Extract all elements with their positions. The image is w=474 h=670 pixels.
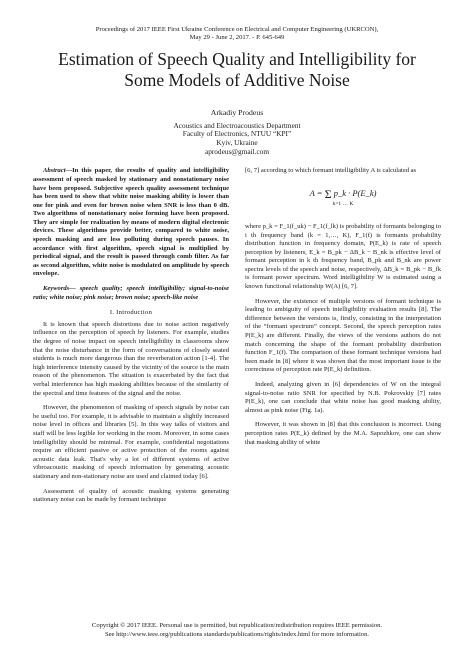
author-dept: Acoustics and Electroacoustics Department bbox=[173, 120, 301, 130]
intro-paragraph-2: However, the phenomenon of masking of speech signals by noise can be useful too. For example, it is advisable to maintain a slightly increased noise level in offices and libraries [5]. In this way talks of visitors and staff will be less legible for working in the room. Moreover, in some cases intelligibility should be minimal. For example, confidential negotiations require an efficient passive or active protection of the rooms against acoustic data leak. That's why a lot of different systems of active vibroacoustic masking of speech information by generating acoustic stationary and non-stationary noise are used and claimed today [6]. bbox=[33, 404, 229, 480]
keywords bbox=[33, 285, 229, 302]
author-faculty: Faculty of Electronics, NTUU “KPI” bbox=[182, 129, 292, 139]
right-column bbox=[245, 167, 441, 510]
author-city: Kyiv, Ukraine bbox=[216, 137, 258, 147]
formula-sum-symbol: Σ bbox=[324, 186, 332, 201]
keywords-lead: Keywords— bbox=[43, 285, 76, 293]
copyright-footer bbox=[0, 622, 474, 639]
proceedings-line-2: May 29 - June 2, 2017. - P. 645-649 bbox=[189, 34, 285, 42]
proceedings-header bbox=[33, 0, 441, 43]
formula-limits: k=1 … K bbox=[332, 200, 354, 207]
footer-line-2: See http://www.ieee.org/publications standards/publications/rights/index.html for more information. bbox=[104, 630, 370, 638]
right-paragraph-5: However, it was shown in [8] that this conclusion is incorrect. Using perception rates P(E_k) defined by the M.A. Sapozhkov, one can show that masking ability of white bbox=[245, 421, 441, 446]
proceedings-line-1: Proceedings of 2017 IEEE First Ukraine Conference on Electrical and Computer Engineering (UKRCON), bbox=[95, 26, 379, 33]
formula-intelligibility bbox=[245, 188, 441, 209]
intro-paragraph-3: Assessment of quality of acoustic masking systems generating stationary noise can be made by formant technique bbox=[33, 487, 229, 504]
title-line-2: Some Models of Additive Noise bbox=[124, 69, 350, 90]
footer-line-1: Copyright © 2017 IEEE. Personal use is permitted, but republication/redistribution requires IEEE permission. bbox=[91, 622, 383, 629]
right-paragraph-2: where p_k = F_1(f_uk) − F_1(f_lk) is probability of formants belonging to i th frequency band (k = 1,…, K), F_1(f) is formants probability distribution function in frequency domain, P(E_k) is rate of speech perception by listeners, E_k = B_pk − ΔB_k − B_nk is effective level of formant perception in k th frequency band, B_pk and B_nk are power spectra levels of the speech and noise, respectively, ΔB_k = B_pk − B_fk is formant power spectrum. Word intelligibility W is estimated using a known functional relationship W(A) [6, 7]. bbox=[245, 222, 441, 291]
keywords-body: speech quality; speech intelligibility; signal-to-noise ratio; white noise; pink noise; brown noise; speech-like noise bbox=[33, 285, 229, 301]
right-paragraph-1: [6, 7] according to which formant intelligibility A is calculated as bbox=[245, 167, 417, 175]
two-column-body bbox=[33, 167, 441, 510]
author-name: Arkadiy Prodeus bbox=[210, 107, 264, 117]
author-block bbox=[33, 109, 441, 157]
left-column bbox=[33, 167, 229, 510]
abstract-body: —In this paper, the results of quality and intelligibility assessment of speech masked by stationary and nonstationary noise have been proposed. Subjective speech quality assessment technique has been used to show that white noise masking ability is lower than one for pink and even for brown noise when SNR is less than 0 dB. Two algorithms of nonstationary noise forming have been proposed. They are simple for realization by means of modern digital electronic devices. These algorithms provide better, compared to white noise, speech masking and are less polluting during speech pauses. In accordance with first algorithm, speech signal is multiplied by periodical signal, and the result is passed through comb filter. As far as second algorithm, white noise is modulated on amplitude by speech envelope. bbox=[33, 167, 229, 278]
intro-paragraph-1: It is known that speech distortions due to noise action negatively influence on the perception of speech by listeners. For example, studies the degree of noise impact on speech intelligibility in classrooms show that the noise disturbance in the form of conversations of closely seated students is much more dangerous than the reverberation action [1-4]. The high interference intensity caused by the vicinity of the source is the main reason of the phenomenon. The situation is exacerbated by the fact that verbal interference has high masking abilities because of the similarity of the spectral and time features of the signal and the noise. bbox=[33, 320, 229, 397]
title-line-1: Estimation of Speech Quality and Intelligibility for bbox=[58, 48, 416, 69]
abstract bbox=[33, 167, 229, 279]
section-heading-introduction: I. Introduction bbox=[109, 309, 153, 317]
right-paragraph-3: However, the existence of multiple versions of formant technique is leading to ambiguity of speech intelligibility evaluation results [8]. The difference between the versions is, firstly, consisting in the interpretation of the “formant spectrum” concept. Second, the speech perception rates P(E_k) are different. Finally, the views of the versions authors do not match concerning the shape of the formant probability distribution function F_1(f). The comparison of these formant technique versions had been made in [8] where it was shown that the most important issue is the correctness of perception rate P(E_k) definition. bbox=[245, 297, 441, 374]
right-paragraph-4: Indeed, analyzing given in [6] dependencies of W on the integral signal-to-noise ratio SNR for specified by N.B. Pokrovskiy [7] rates P(E_k), one can conclude that white noise has good masking ability, almost as pink noise (Fig. 1a). bbox=[245, 381, 441, 414]
abstract-lead: Abstract bbox=[43, 167, 66, 175]
formula-lhs: A = bbox=[309, 187, 325, 198]
author-email: aprodeus@gmail.com bbox=[204, 146, 270, 156]
formula-rhs: p_k · P(E_k) bbox=[333, 187, 377, 198]
paper-title bbox=[33, 49, 441, 91]
